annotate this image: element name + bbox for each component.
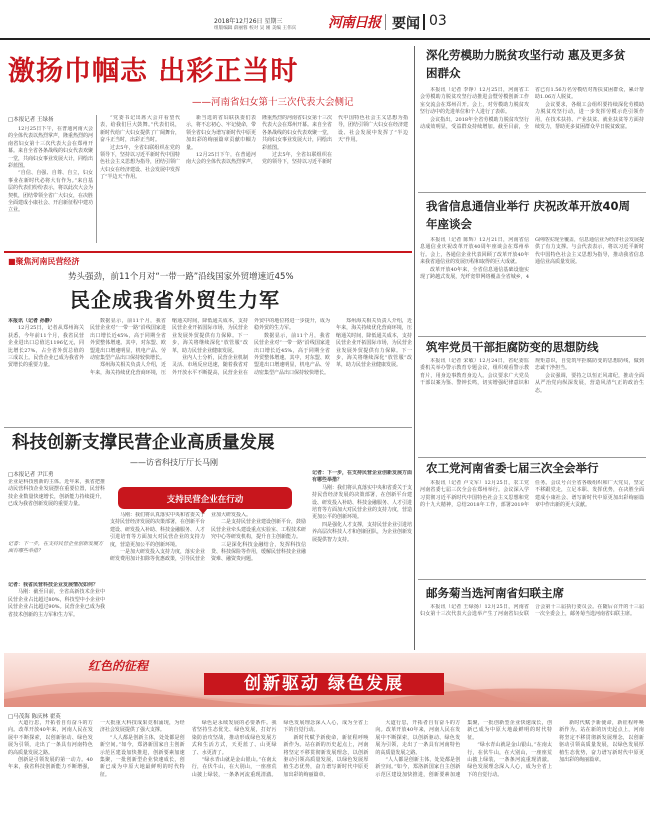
c1-para-4: 绿色是永续发展的必要条件。我省坚持生态优先、绿色发展，打好污染防治攻坚战，推动形成绿色发展方式和生活方式，天更蓝了、山更绿了、水更清了。	[191, 720, 277, 756]
b1-para-4: 业内人士分析，民营企业机制灵活、市场反应迅速，随着我省对外开放水平不断提高，民营企业在外贸中的地位将进一步提升，成为稳外贸的生力军。	[172, 318, 330, 376]
a4-para-2: 会议强调，要持之以恒正风肃纪，推动全面从严治党向纵深发展，营造风清气正的政治生态。	[535, 372, 644, 394]
a6-para-1: 本报讯（记者 王绿扬）12月25日，河南省妇女第十三次代表大会选举产生了河南省妇女联合会第十三届执行委员会。在随后召开的十三届一次全委会上，邮务菊当选河南省妇联主席。	[420, 604, 644, 618]
b1-para-2: 数据显示，前11个月，我省民营企业对“一带一路”沿线国家进出口增长近45%，高于同期全省外贸整体增速。其中，对东盟、欧盟进出口增速明显，机电产品、劳动密集型产品出口保持较快增长。	[90, 318, 166, 362]
b2-para-9: 四是强化人才支撑，支持民营企业引进培养高层次科技人才和创新团队，为企业创新发展提供智力支持。	[312, 521, 412, 543]
c1-para-1: 大道行思，开拓者自有奋斗的方向。改革开放40年来，河南人民在发展中不断探索，以创新驱动、绿色发展为引领，走出了一条具有河南特色的高质量发展之路。	[8, 720, 93, 756]
b2-byline: □本报记者 尹江勇	[8, 472, 54, 478]
a6-body	[420, 604, 644, 650]
a3-para-1: 本报讯（记者 陈辉）12月21日，河南省信息通信业庆祝改革开放40周年座谈会在郑州举行。会上，各通信企业代表回顾了改革开放40年来我省通信业的发展历程和取得的巨大成就。	[420, 237, 529, 266]
c1-para-6: 新时代赋予新使命，新征程呼唤新作为。站在新的历史起点上，河南将坚定不移贯彻新发展理念，以创新驱动引领高质量发展，以绿色发展厚植生态优势，奋力谱写新时代中原更加出彩的绚丽篇章。	[283, 734, 369, 778]
a1-col-1	[8, 126, 93, 244]
masthead-rule	[0, 38, 650, 40]
c1-para-2: 创新是引领发展的第一动力。40年来，我省科技创新能力不断增强，一大批重大科技成果竞相涌现，为经济社会发展提供了强大支撑。	[8, 720, 185, 771]
masthead-date: 2018年12月26日 星期三	[214, 18, 283, 25]
a5-title: 农工党河南省委七届三次全会举行	[426, 461, 599, 475]
masthead	[0, 0, 650, 40]
b2-col-1-lower	[8, 582, 105, 648]
c1-para-8: “人人都是创新主体，处处都是创新空间。”如今，郑洛新国家自主创新示范区建设加快推进，创新要素加速集聚，一批创新型企业快速成长，创新已成为中原大地最鲜明的时代特征。	[375, 720, 553, 778]
a5-para-1: 本报讯（记者 卢文军）12月25日，农工党河南省委七届三次全会在郑州举行。会议深入学习贯彻习近平新时代中国特色社会主义思想和党的十九大精神，总结2018年工作，部署2019年任务。会议号召全省各级组织和广大党员，坚定不移跟党走，立足本职、发挥优势，在决胜全面建成小康社会、谱写新时代中原更加出彩绚丽篇章中作出新的更大贡献。	[420, 480, 644, 509]
b1-para-3: 郑州海关相关负责人介绍，近年来，海关持续优化营商环境，压缩通关时间，降低通关成本，支持民营企业开拓国际市场，为民营企业发展外贸提供有力保障。下一步，海关将继续深化“放管服”改革，助力民营企业健康发展。	[90, 318, 248, 376]
b1-b2-rule	[4, 427, 412, 428]
b2-para-4: 一是加大研发投入支持力度，落实企业研发费用加计扣除等优惠政策，引导民营企业加大研发投入。	[110, 512, 252, 563]
b2-para-7: 记者：下一步，在支持民营企业创新发展方面有哪些举措？	[312, 470, 412, 484]
section-name: 要闻	[392, 16, 420, 32]
c1-para-3: “人人都是创新主体，处处都是创新空间。”如今，郑洛新国家自主创新示范区建设加快推进，创新要素加速集聚，一批创新型企业快速成长，创新已成为中原大地最鲜明的时代特征。	[99, 734, 185, 778]
a1-para-1: 12月25日下午，在普通河南大会的全体代表以热烈掌声，隆重热烈的河南省妇女第十三次代表大会在郑州开幕。来自全省各条战线的妇女代表欢聚一堂，共商妇女事业发展大计，同绘出彩蓝图。	[8, 126, 93, 170]
right-column-rule	[414, 46, 415, 650]
masthead-editors: 组版编辑 薛丽蓉 校对 吴 刚 美编 王伟宾	[214, 26, 297, 31]
c1-title: 创新驱动 绿色发展	[244, 674, 404, 694]
b1-byline: 本报讯（记者 孙静）	[8, 318, 55, 324]
a1-subtitle: ——河南省妇女第十三次代表大会侧记	[192, 97, 354, 108]
a1-col-rule	[96, 115, 97, 243]
b2-para-8: 马刚：我们将认真落实中央和省委关于支持民营经济发展的决策部署，在创新平台建设、研发投入补助、科技金融服务、人才引进培育等方面加大对民营企业的支持力度，营造更加公平的创新环境。	[312, 484, 412, 521]
b1-kicker: 势头强劲，前11个月对“一带一路”沿线国家外贸增速近45%	[68, 272, 294, 282]
a2-para-1: 本报讯（记者 李铮）12月25日，河南省工会劳模助力脱贫攻坚行动推进会暨劳模创新工作室交流会在郑州召开。会上，对劳模助力脱贫攻坚行动中的先进单位和个人进行了表彰。	[420, 87, 529, 116]
a5-a6-rule	[418, 579, 646, 580]
section-bar	[423, 14, 425, 30]
b2-bubble	[118, 487, 292, 509]
a6-title: 邮务菊当选河南省妇联主席	[426, 586, 564, 600]
b2-body-mid	[110, 512, 306, 648]
b1-para-6: 郑州海关相关负责人介绍，近年来，海关持续优化营商环境，压缩通关时间，降低通关成本，支持民营企业开拓国际市场，为民营企业发展外贸提供有力保障。下一步，海关将继续深化“放管服”改革，助力民营企业健康发展。	[336, 318, 412, 369]
c1-para-5: “绿水青山就是金山银山。”在南太行，在伏牛山，在大别山，一座座荒山披上绿装，一条条河流重现清澈。绿色发展理念深入人心，成为全省上下的自觉行动。	[191, 720, 369, 778]
c1-byline: □马茂海 陈庆林 翟英	[8, 714, 61, 720]
a3-para-2: 改革开放40年来，全省信息通信基础设施实现了跨越式发展，光纤宽带网络覆盖全省城乡，4G网络实现全覆盖，信息通信业为经济社会发展提供了有力支撑。与会代表表示，将以习近平新时代中国特色社会主义思想为指导，推动我省信息通信业高质量发展。	[420, 237, 644, 281]
masthead-divider	[385, 14, 386, 30]
a1-col-3	[186, 115, 408, 244]
a1-para-6: 12月25日下午，在普通河南大会的全体代表以热烈掌声，隆重热烈的河南省妇女第十三次代表大会在郑州开幕。来自全省各条战线的妇女代表欢聚一堂，共商妇女事业发展大计，同绘出彩蓝图。	[186, 115, 333, 166]
a1-para-5: 新当选的省妇联执委们表示，将不忘初心、牢记使命，带领全省妇女为谱写新时代中原更加出彩的绚丽篇章贡献巾帼力量。	[186, 115, 257, 151]
c1-para-9: “绿水青山就是金山银山。”在南太行，在伏牛山，在大别山，一座座荒山披上绿装，一条条河流重现清澈。绿色发展理念深入人心，成为全省上下的自觉行动。	[467, 742, 553, 778]
c1-para-7: 大道行思，开拓者自有奋斗的方向。改革开放40年来，河南人民在发展中不断探索，以创新驱动、绿色发展为引领，走出了一条具有河南特色的高质量发展之路。	[375, 720, 461, 756]
paper-logo: 河南日报	[328, 15, 380, 31]
b2-subtitle: ——访省科技厅厅长马刚	[130, 458, 218, 467]
b1-title: 民企成我省外贸生力军	[70, 288, 280, 312]
b2-para-6: 三是深化科技金融结合，发挥科技信贷、科技保险等作用，缓解民营科技企业融资难、融资贵问题。	[211, 541, 306, 563]
a1-para-3: “党委书记出席大会并看望代表，给我们巨大鼓舞。”代表们说，新时代给广大妇女提供了广阔舞台，奋斗正当时，出彩正当时。	[100, 115, 180, 144]
a1-byline: □本报记者 王绿扬	[8, 117, 54, 123]
b1-top-rule	[4, 251, 412, 253]
a3-a4-rule	[418, 336, 646, 337]
a2-a3-rule	[418, 192, 646, 193]
a2-body	[420, 87, 644, 189]
a2-para-3: 会议要求，各级工会组织要持续深化劳模助力脱贫攻坚行动，进一步发挥劳模示范引领作用，在技术扶持、产业扶贫、就业扶贫等方面持续发力，帮助更多贫困群众早日脱贫致富。	[535, 101, 644, 131]
b1-para-1: 12月25日，记者从郑州海关获悉，今年前11个月，我省民营企业进出口总值达1196亿元，同比增长27%，占全省外贸总值的三成以上。民营企业已成为我省外贸增长的重要力量。	[8, 325, 84, 369]
b2-pullquote-text: 记者：下一步，在支持民营企业创新发展方面有哪些举措？	[8, 541, 104, 555]
c1-para-10: 新时代赋予新使命，新征程呼唤新作为。站在新的历史起点上，河南将坚定不移贯彻新发展理念，以创新驱动引领高质量发展，以绿色发展厚植生态优势，奋力谱写新时代中原更加出彩的绚丽篇章。	[559, 720, 644, 764]
c1-banner	[4, 653, 646, 707]
a2-para-2: 会议指出，2018年全省劳模助力脱贫攻坚行动成效明显，受益群众持续增加。截至目前，全省已有1.56万名劳模结对帮扶贫困群众，累计帮助1.06万人脱贫。	[420, 87, 644, 131]
page-number: 03	[429, 13, 447, 29]
b2-para-5: 二是支持民营企业建设创新平台，鼓励民营企业牵头建设重点实验室、工程技术研究中心等研发机构，提升自主创新能力。	[211, 519, 306, 541]
a4-para-1: 本报讯（记者 宋敏）12月24日，省纪委监委机关举办警示教育专题会议，组织观看警示教育片，用身边事教育身边人。会议要求广大党员干部以案为鉴、警钟长鸣，切实增强纪律意识和规矩意识，自觉筑牢拒腐防变的思想防线，做到忠诚干净担当。	[420, 358, 644, 387]
a4-title: 筑牢党员干部拒腐防变的思想防线	[426, 340, 599, 354]
b2-para-3: 马刚：我们将认真落实中央和省委关于支持民营经济发展的决策部署，在创新平台建设、研发投入补助、科技金融服务、人才引进培育等方面加大对民营企业的支持力度，营造更加公平的创新环境。	[110, 512, 206, 548]
a1-para-4: 过去5年，全省妇联组织在党的领导下，坚持以习近平新时代中国特色社会主义思想为指导，团结引领广大妇女在经济建设、社会发展中发挥了“半边天”作用。	[100, 144, 180, 181]
b1-para-5: 数据显示，前11个月，我省民营企业对“一带一路”沿线国家进出口增长近45%，高于同期全省外贸整体增速。其中，对东盟、欧盟进出口增速明显，机电产品、劳动密集型产品出口保持较快增长。	[254, 332, 330, 376]
b2-lead: 企业是科技创新的主体。近年来，我省把推动民营科技企业发展摆在重要位置，民营科技企业数量快速增长，创新能力持续提升，已成为我省创新发展的重要力量。	[8, 479, 105, 508]
b2-body-right	[312, 470, 412, 648]
a3-title: 我省信息通信业举行 庆祝改革开放40周年座谈会	[426, 199, 631, 231]
a2-title: 深化劳模助力脱贫攻坚行动 惠及更多贫困群众	[426, 48, 626, 80]
b2-pullquote	[8, 541, 104, 579]
b2-bubble-text: 支持民营企业在行动	[166, 495, 244, 505]
a4-body	[420, 358, 644, 453]
c1-body	[8, 720, 644, 820]
b1-column-tag: ■聚焦河南民营经济	[8, 257, 80, 266]
a1-title: 激扬巾帼志 出彩正当时	[8, 56, 299, 87]
a1-col-2	[100, 115, 180, 244]
a5-body	[420, 480, 644, 575]
a3-body	[420, 237, 644, 332]
c1-banner-tag: 红色的征程	[88, 659, 149, 673]
b2-para-1: 记者：我省民营科技企业发展情况如何？	[8, 582, 99, 588]
a1-para-2: “自信、自强、自尊、自立，妇女事业在新时代必将大有作为。”来自基层的代表们纷纷表示，将以此次大会为契机，团结带领全省广大妇女，在决胜全面建成小康社会、开启新征程中建功立业。	[8, 170, 93, 214]
b1-body	[8, 318, 412, 426]
b2-para-2: 马刚：截至目前，全省高新技术企业中民营企业占比超过80%，科技型中小企业中民营企业占比超过90%。民营企业已成为我省技术创新的主力军和生力军。	[8, 589, 105, 618]
a1-para-7: 过去5年，全省妇联组织在党的领导下，坚持以习近平新时代中国特色社会主义思想为指导，团结引领广大妇女在经济建设、社会发展中发挥了“半边天”作用。	[262, 115, 408, 166]
b2-title: 科技创新支撑民营企业高质量发展	[12, 433, 275, 453]
a4-a5-rule	[418, 457, 646, 458]
